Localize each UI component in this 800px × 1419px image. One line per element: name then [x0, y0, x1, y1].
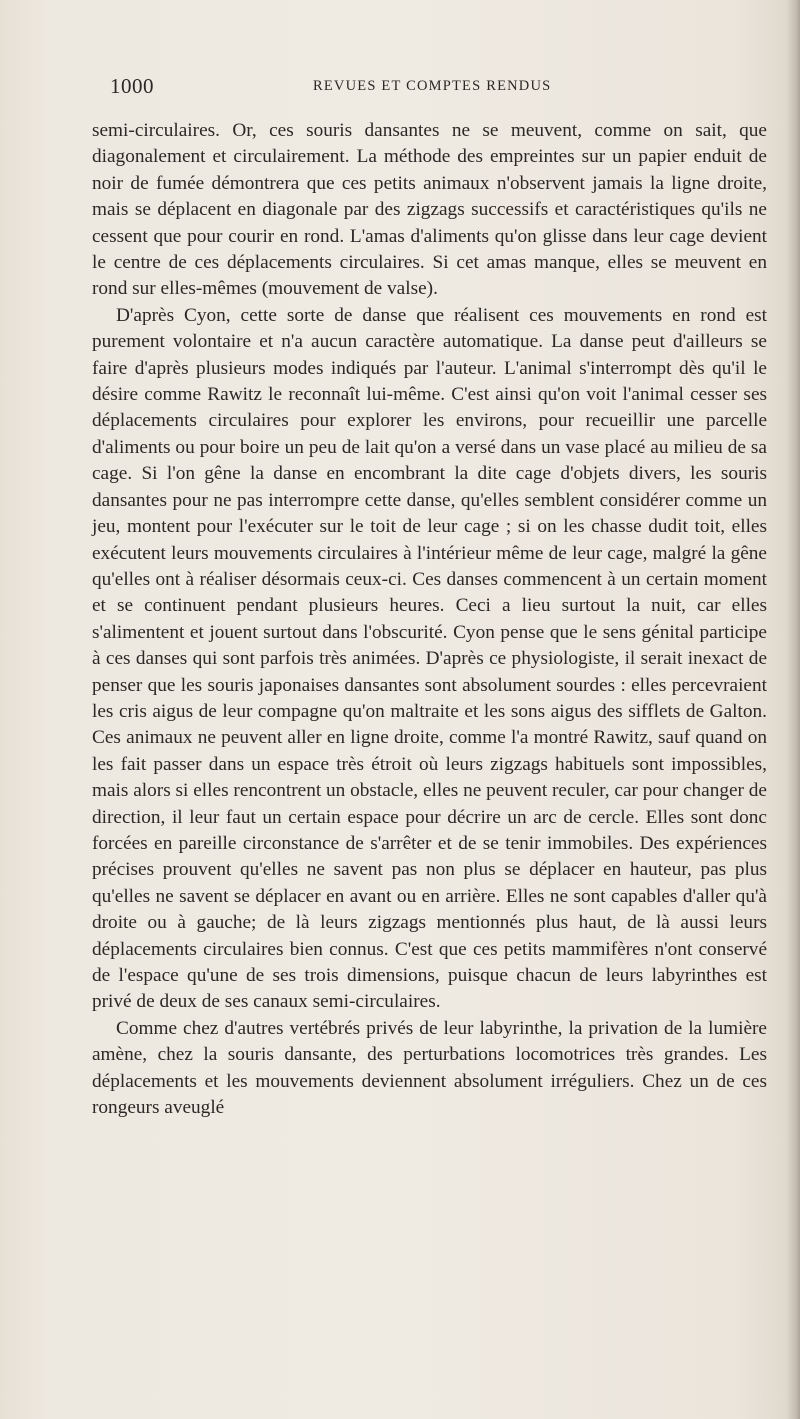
page-number: 1000 [110, 74, 154, 98]
paragraph-3: Comme chez d'autres vertébrés privés de leur labyrinthe, la privation de la lumière amène, chez la souris dansante, des perturbations locomotrices très grandes. Les déplacements et les mouvements deviennent absolument irréguliers. Chez un de ces rongeurs aveuglé [92, 1017, 767, 1119]
body-text [92, 118, 767, 1121]
page-edge-shadow [786, 0, 800, 1419]
paragraph-2: D'après Cyon, cette sorte de danse que réalisent ces mouvements en rond est purement volontaire et n'a aucun caractère automatique. La danse peut d'ailleurs se faire d'après plusieurs modes indiqués par l'auteur. L'animal s'interrompt dès qu'il le désire comme Rawitz le reconnaît lui-même. C'est ainsi qu'on voit l'animal cesser ses déplacements circulaires pour explorer les environs, pour recueillir une parcelle d'aliments ou pour boire un peu de lait qu'on a versé dans un vase placé au milieu de sa cage. Si l'on gêne la danse en encombrant la dite cage d'objets divers, les souris dansantes pour ne pas interrompre cette danse, qu'elles semblent considérer comme un jeu, montent pour l'exécuter sur le toit de leur cage ; si on les chasse dudit toit, elles exécutent leurs mouvements circulaires à l'intérieur même de leur cage, malgré la gêne qu'elles ont à réaliser désormais ceux-ci. Ces danses commencent à un certain moment et se continuent pendant plusieurs heures. Ceci a lieu surtout la nuit, car elles s'alimentent et jouent surtout dans l'obscurité. Cyon pense que le sens génital participe à ces danses qui sont parfois très animées. D'après ce physiologiste, il serait inexact de penser que les souris japonaises dansantes sont absolument sourdes : elles percevraient les cris aigus de leur compagne qu'on maltraite et les sons aigus des sifflets de Galton. Ces animaux ne peuvent aller en ligne droite, comme l'a montré Rawitz, sauf quand on les fait passer dans un espace très étroit où leurs zigzags habituels sont impossibles, mais alors si elles rencontrent un obstacle, elles ne peuvent reculer, car pour changer de direction, il leur faut un certain espace pour décrire un arc de cercle. Elles sont donc forcées en pareille circonstance de s'arrêter et de se tenir immobiles. Des expériences précises prouvent qu'elles ne savent pas non plus se déplacer en hauteur, pas plus qu'elles ne savent se déplacer en avant ou en arrière. Elles ne sont capables d'aller qu'à droite ou à gauche; de là leurs zigzags mentionnés plus haut, de là aussi leurs déplacements circulaires bien connus. C'est que ces petits mammifères n'ont conservé de l'espace qu'une de ses trois dimensions, puisque chacun de leurs labyrinthes est privé de deux de ses canaux semi-circulaires. [92, 304, 767, 1013]
paragraph-1: semi-circulaires. Or, ces souris dansantes ne se meuvent, comme on sait, que diagonalement et circulairement. La méthode des empreintes sur un papier enduit de noir de fumée démontrera que ces petits animaux n'observent jamais la ligne droite, mais se déplacent en diagonale par des zigzags successifs et caractéristiques qu'ils ne cessent que pour courir en rond. L'amas d'aliments qu'on glisse dans leur cage devient le centre de ces déplacements circulaires. Si cet amas manque, elles se meuvent en rond sur elles-mêmes (mouvement de valse). [92, 120, 767, 300]
running-title: REVUES ET COMPTES RENDUS [313, 78, 552, 94]
page-header [110, 74, 765, 104]
